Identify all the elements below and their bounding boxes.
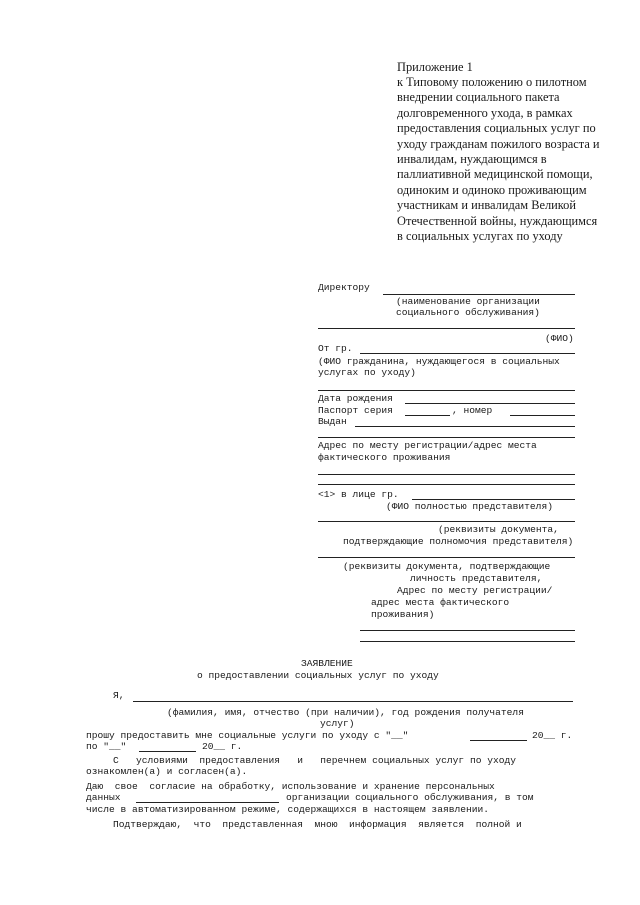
appendix-line: участникам и инвалидам Великой bbox=[397, 198, 577, 213]
rep-doc-hint-2: подтверждающие полномочия представителя) bbox=[343, 536, 574, 547]
org-line bbox=[318, 328, 575, 329]
rep-doc-line bbox=[318, 521, 575, 522]
request-line-1: прошу предоставить мне социальные услуги по уходу с "__" bbox=[86, 730, 409, 741]
fio-hint: (ФИО) bbox=[545, 333, 574, 344]
rep-line bbox=[412, 499, 575, 500]
request-date-2-line bbox=[139, 751, 196, 752]
issued-line-2 bbox=[318, 437, 575, 438]
rep-id-line bbox=[318, 557, 575, 558]
address-label-2: фактического проживания bbox=[318, 452, 451, 463]
address-line-1 bbox=[318, 474, 575, 475]
passport-number-line bbox=[510, 415, 575, 416]
name-line bbox=[133, 701, 573, 702]
appendix-title: Приложение 1 bbox=[397, 60, 473, 74]
consent-line-3: числе в автоматизированном режиме, содержащихся в настоящем заявлении. bbox=[86, 804, 490, 815]
director-line bbox=[383, 294, 575, 295]
appendix-line: инвалидам, нуждающимся в bbox=[397, 152, 547, 166]
citizen-hint-2: услугах по уходу) bbox=[318, 367, 416, 378]
appendix-line: паллиативной медицинской помощи, bbox=[397, 167, 593, 182]
appendix-line: предоставления социальных услуг по bbox=[397, 121, 596, 136]
name-hint-1: (фамилия, имя, отчество (при наличии), год рождения получателя bbox=[167, 707, 524, 718]
passport-series-label: Паспорт серия bbox=[318, 405, 393, 416]
appendix-line: одиноким и одиноко проживающим bbox=[397, 182, 587, 197]
confirm-line: Подтверждаю, что представленная мною информация является полной и bbox=[113, 819, 522, 830]
issued-label: Выдан bbox=[318, 416, 347, 427]
statement-subtitle: о предоставлении социальных услуг по уходу bbox=[197, 670, 439, 681]
consent-line-2-end: организации социального обслуживания, в том bbox=[286, 792, 534, 803]
rep-address-line-1 bbox=[360, 630, 575, 631]
org-hint-1: (наименование организации bbox=[396, 296, 540, 307]
i-label: Я, bbox=[113, 690, 125, 701]
rep-id-hint-1: (реквизиты документа, подтверждающие bbox=[343, 561, 551, 572]
rep-address-line-2 bbox=[360, 641, 575, 642]
request-date-1-line bbox=[470, 740, 527, 741]
address-line-2 bbox=[318, 484, 575, 485]
org-hint-2: социального обслуживания) bbox=[396, 307, 540, 318]
conditions-line-2: ознакомлен(а) и согласен(а). bbox=[86, 766, 248, 777]
rep-doc-hint-1: (реквизиты документа, bbox=[438, 524, 559, 535]
request-line-2: по "__" bbox=[86, 741, 127, 752]
conditions-line-1: С условиями предоставления и перечнем социальных услуг по уходу bbox=[113, 755, 517, 766]
name-hint-2: услуг) bbox=[320, 718, 355, 729]
request-year-1: 20__ г. bbox=[532, 730, 573, 741]
appendix-line: Отечественной войны, нуждающимся bbox=[397, 213, 598, 228]
from-line bbox=[360, 353, 575, 354]
appendix-line: к Типовому положению о пилотном bbox=[397, 75, 587, 89]
rep-id-hint-5: проживания) bbox=[371, 609, 435, 620]
address-label-1: Адрес по месту регистрации/адрес места bbox=[318, 440, 537, 451]
from-label: От гр. bbox=[318, 343, 353, 354]
appendix-line: уходу гражданам пожилого возраста и bbox=[397, 136, 600, 151]
birth-label: Дата рождения bbox=[318, 393, 393, 404]
rep-id-hint-4: адрес места фактического bbox=[371, 597, 510, 608]
rep-hint: (ФИО полностью представителя) bbox=[386, 501, 553, 512]
birth-line bbox=[405, 403, 575, 404]
passport-number-label: , номер bbox=[452, 405, 493, 416]
rep-label: <1> в лице гр. bbox=[318, 489, 399, 500]
rep-id-hint-2: личность представителя, bbox=[410, 573, 543, 584]
director-label: Директору bbox=[318, 282, 370, 293]
request-year-2: 20__ г. bbox=[202, 741, 243, 752]
consent-org-line bbox=[136, 802, 279, 803]
rep-id-hint-3: Адрес по месту регистрации/ bbox=[397, 585, 553, 596]
issued-line bbox=[355, 426, 575, 427]
appendix-line: в социальных услугах по уходу bbox=[397, 229, 563, 243]
statement-title: ЗАЯВЛЕНИЕ bbox=[301, 658, 353, 669]
appendix-line: долговременного ухода, в рамках bbox=[397, 105, 573, 120]
citizen-hint-1: (ФИО гражданина, нуждающегося в социальных bbox=[318, 356, 560, 367]
citizen-line bbox=[318, 390, 575, 391]
consent-line-1: Даю свое согласие на обработку, использование и хранение персональных bbox=[86, 781, 495, 792]
appendix-line: внедрении социального пакета bbox=[397, 90, 560, 105]
passport-series-line bbox=[405, 415, 450, 416]
consent-line-2-start: данных bbox=[86, 792, 121, 803]
